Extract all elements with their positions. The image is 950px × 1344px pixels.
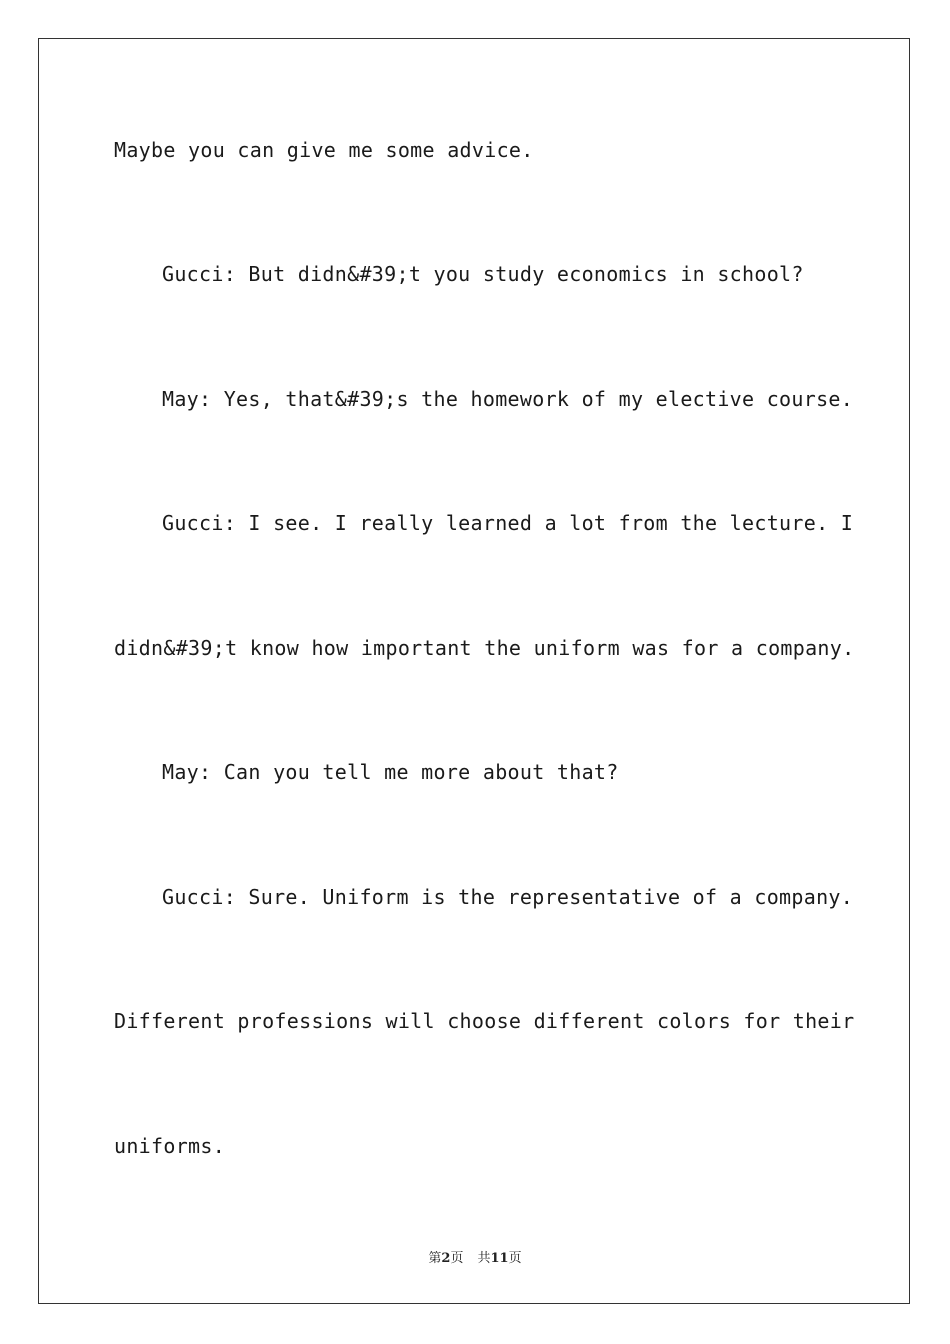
- text-line-3: May: Yes, that&#39;s the homework of my elective course.: [162, 387, 854, 411]
- text-line-7: Gucci: Sure. Uniform is the representative of a company.: [162, 885, 854, 909]
- text-line-9: uniforms.: [114, 1134, 226, 1158]
- total-pages: 11: [490, 1251, 509, 1266]
- text-line-1: Maybe you can give me some advice.: [114, 138, 534, 162]
- page-suffix: 页: [450, 1251, 464, 1266]
- total-prefix: 共: [477, 1251, 491, 1266]
- text-line-2: Gucci: But didn&#39;t you study economics in school?: [162, 262, 804, 286]
- total-suffix: 页: [508, 1251, 522, 1266]
- text-line-4: Gucci: I see. I really learned a lot from the lecture. I: [162, 511, 854, 535]
- page-prefix: 第: [428, 1251, 442, 1266]
- page-footer: [0, 1247, 950, 1266]
- text-line-8: Different professions will choose different colors for their: [114, 1009, 855, 1033]
- text-line-5: didn&#39;t know how important the uniform was for a company.: [114, 636, 855, 660]
- text-line-6: May: Can you tell me more about that?: [162, 760, 619, 784]
- page-border: [38, 38, 910, 1304]
- page-number: 2: [441, 1251, 451, 1266]
